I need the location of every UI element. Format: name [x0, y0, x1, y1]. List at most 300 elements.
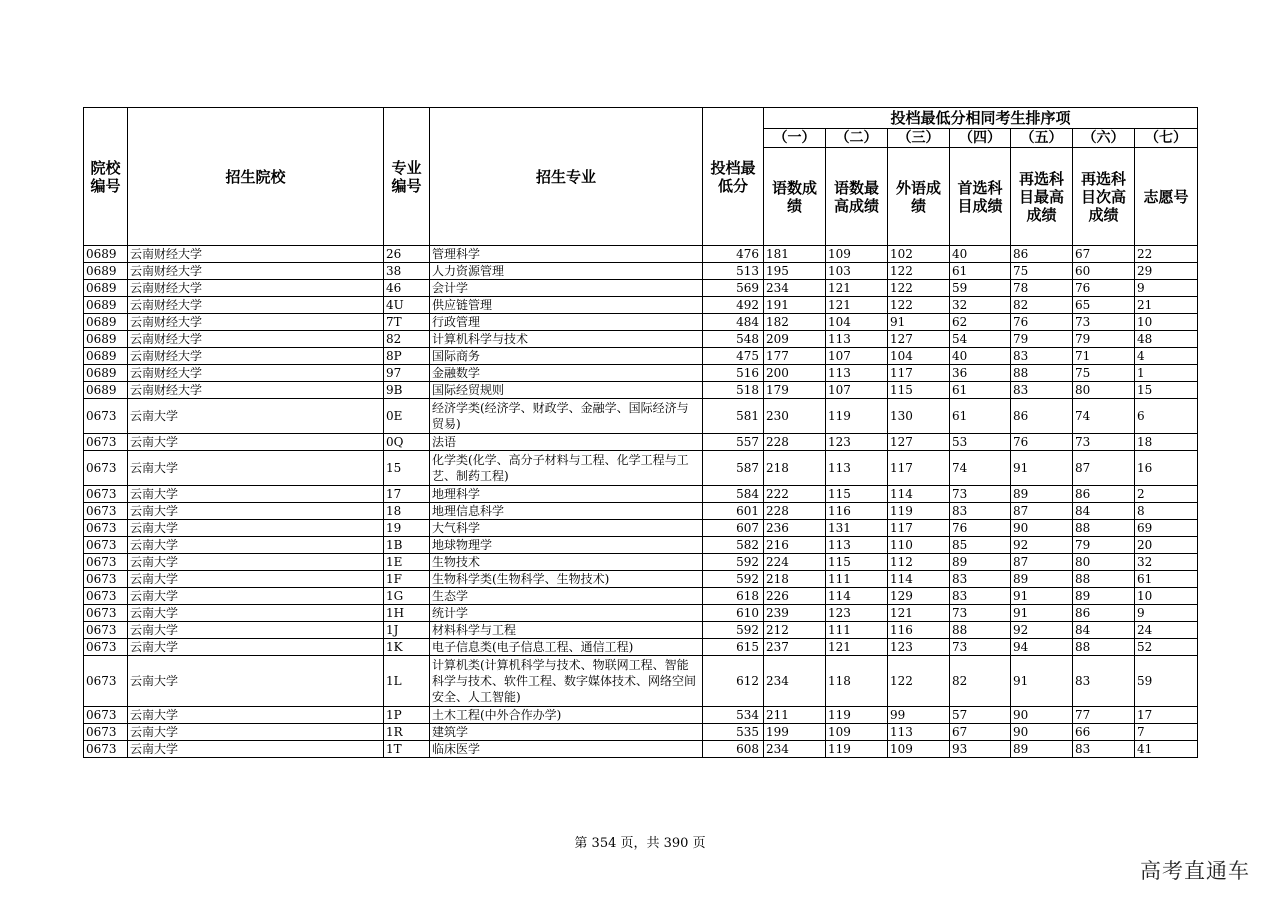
cell-rank-6: 74 — [1073, 399, 1135, 434]
cell-rank-7: 16 — [1135, 451, 1198, 486]
cell-school-code: 0689 — [84, 365, 128, 382]
cell-school-name: 云南财经大学 — [128, 365, 384, 382]
table-row — [84, 399, 1198, 434]
cell-school-code: 0673 — [84, 434, 128, 451]
cell-major-code: 4U — [384, 297, 430, 314]
table-row — [84, 365, 1198, 382]
cell-major-code: 9B — [384, 382, 430, 399]
cell-major-code: 8P — [384, 348, 430, 365]
cell-min-score: 476 — [703, 246, 764, 263]
cell-min-score: 615 — [703, 639, 764, 656]
cell-rank-3: 129 — [888, 588, 950, 605]
table-row — [84, 605, 1198, 622]
cell-rank-6: 60 — [1073, 263, 1135, 280]
cell-school-name: 云南大学 — [128, 571, 384, 588]
cell-rank-2: 113 — [826, 537, 888, 554]
cell-major-name: 计算机类(计算机科学与技术、物联网工程、智能科学与技术、软件工程、数字媒体技术、网络空间安全、人工智能) — [430, 656, 703, 707]
cell-rank-6: 88 — [1073, 571, 1135, 588]
cell-rank-3: 113 — [888, 724, 950, 741]
table-row — [84, 486, 1198, 503]
cell-rank-5: 90 — [1011, 724, 1073, 741]
cell-rank-6: 75 — [1073, 365, 1135, 382]
cell-rank-4: 59 — [950, 280, 1011, 297]
cell-rank-3: 112 — [888, 554, 950, 571]
cell-school-name: 云南财经大学 — [128, 314, 384, 331]
cell-rank-1: 181 — [764, 246, 826, 263]
cell-rank-1: 179 — [764, 382, 826, 399]
cell-rank-3: 123 — [888, 639, 950, 656]
cell-rank-1: 212 — [764, 622, 826, 639]
cell-min-score: 618 — [703, 588, 764, 605]
cell-major-name: 地理科学 — [430, 486, 703, 503]
cell-rank-3: 114 — [888, 571, 950, 588]
cell-school-name: 云南大学 — [128, 622, 384, 639]
cell-school-code: 0673 — [84, 520, 128, 537]
cell-school-code: 0673 — [84, 656, 128, 707]
cell-rank-1: 195 — [764, 263, 826, 280]
cell-major-code: 18 — [384, 503, 430, 520]
table-row — [84, 331, 1198, 348]
table-row — [84, 639, 1198, 656]
cell-school-code: 0673 — [84, 486, 128, 503]
cell-school-code: 0689 — [84, 297, 128, 314]
cell-rank-6: 84 — [1073, 503, 1135, 520]
cell-major-code: 1K — [384, 639, 430, 656]
cell-major-code: 1R — [384, 724, 430, 741]
cell-rank-4: 85 — [950, 537, 1011, 554]
table-row — [84, 724, 1198, 741]
cell-major-name: 人力资源管理 — [430, 263, 703, 280]
cell-rank-5: 91 — [1011, 656, 1073, 707]
cell-major-code: 0E — [384, 399, 430, 434]
cell-rank-2: 104 — [826, 314, 888, 331]
cell-major-name: 土木工程(中外合作办学) — [430, 707, 703, 724]
cell-rank-1: 237 — [764, 639, 826, 656]
cell-rank-5: 83 — [1011, 348, 1073, 365]
cell-school-code: 0673 — [84, 554, 128, 571]
cell-rank-3: 91 — [888, 314, 950, 331]
cell-rank-5: 94 — [1011, 639, 1073, 656]
cell-min-score: 587 — [703, 451, 764, 486]
header-idx-1: （一） — [764, 129, 826, 148]
cell-major-name: 建筑学 — [430, 724, 703, 741]
cell-major-code: 1G — [384, 588, 430, 605]
cell-school-code: 0673 — [84, 605, 128, 622]
cell-min-score: 516 — [703, 365, 764, 382]
cell-rank-1: 230 — [764, 399, 826, 434]
cell-major-name: 临床医学 — [430, 741, 703, 758]
cell-rank-6: 65 — [1073, 297, 1135, 314]
cell-rank-4: 36 — [950, 365, 1011, 382]
header-min-score: 投档最低分 — [703, 108, 764, 246]
cell-school-name: 云南大学 — [128, 486, 384, 503]
cell-rank-2: 113 — [826, 331, 888, 348]
cell-major-name: 国际商务 — [430, 348, 703, 365]
cell-rank-2: 111 — [826, 571, 888, 588]
cell-min-score: 592 — [703, 622, 764, 639]
cell-rank-7: 52 — [1135, 639, 1198, 656]
header-idx-7: （七） — [1135, 129, 1198, 148]
header-school-code: 院校编号 — [84, 108, 128, 246]
cell-school-name: 云南大学 — [128, 707, 384, 724]
cell-rank-5: 76 — [1011, 314, 1073, 331]
cell-school-code: 0673 — [84, 639, 128, 656]
cell-school-name: 云南大学 — [128, 554, 384, 571]
cell-rank-5: 83 — [1011, 382, 1073, 399]
cell-rank-4: 61 — [950, 399, 1011, 434]
cell-major-code: 1P — [384, 707, 430, 724]
cell-rank-5: 82 — [1011, 297, 1073, 314]
header-sub-4: 首选科目成绩 — [950, 148, 1011, 246]
cell-rank-4: 57 — [950, 707, 1011, 724]
cell-school-name: 云南大学 — [128, 741, 384, 758]
cell-school-name: 云南财经大学 — [128, 331, 384, 348]
cell-rank-6: 83 — [1073, 656, 1135, 707]
cell-rank-6: 77 — [1073, 707, 1135, 724]
cell-rank-4: 61 — [950, 263, 1011, 280]
cell-major-code: 19 — [384, 520, 430, 537]
cell-major-name: 供应链管理 — [430, 297, 703, 314]
header-idx-2: （二） — [826, 129, 888, 148]
cell-rank-2: 107 — [826, 348, 888, 365]
cell-major-name: 经济学类(经济学、财政学、金融学、国际经济与贸易) — [430, 399, 703, 434]
cell-rank-6: 84 — [1073, 622, 1135, 639]
admission-table — [83, 107, 1198, 758]
cell-major-name: 地球物理学 — [430, 537, 703, 554]
cell-major-code: 15 — [384, 451, 430, 486]
watermark-logo: 高考直通车 — [1140, 859, 1250, 883]
cell-school-name: 云南大学 — [128, 605, 384, 622]
cell-rank-4: 74 — [950, 451, 1011, 486]
cell-rank-5: 86 — [1011, 399, 1073, 434]
cell-school-code: 0673 — [84, 707, 128, 724]
cell-rank-1: 200 — [764, 365, 826, 382]
cell-major-code: 26 — [384, 246, 430, 263]
cell-rank-5: 92 — [1011, 537, 1073, 554]
cell-rank-5: 87 — [1011, 554, 1073, 571]
cell-rank-3: 115 — [888, 382, 950, 399]
cell-rank-2: 123 — [826, 605, 888, 622]
cell-major-name: 计算机科学与技术 — [430, 331, 703, 348]
cell-rank-3: 122 — [888, 297, 950, 314]
cell-rank-2: 111 — [826, 622, 888, 639]
cell-rank-1: 234 — [764, 741, 826, 758]
cell-school-code: 0689 — [84, 246, 128, 263]
cell-school-code: 0689 — [84, 314, 128, 331]
cell-rank-4: 73 — [950, 605, 1011, 622]
cell-rank-3: 122 — [888, 280, 950, 297]
cell-major-name: 行政管理 — [430, 314, 703, 331]
table-row — [84, 622, 1198, 639]
cell-major-code: 97 — [384, 365, 430, 382]
cell-major-name: 国际经贸规则 — [430, 382, 703, 399]
cell-min-score: 610 — [703, 605, 764, 622]
cell-min-score: 582 — [703, 537, 764, 554]
cell-rank-6: 73 — [1073, 434, 1135, 451]
cell-major-code: 1T — [384, 741, 430, 758]
cell-school-name: 云南财经大学 — [128, 246, 384, 263]
table-header — [84, 108, 1198, 246]
cell-rank-4: 54 — [950, 331, 1011, 348]
cell-rank-5: 79 — [1011, 331, 1073, 348]
header-sub-7: 志愿号 — [1135, 148, 1198, 246]
cell-rank-3: 99 — [888, 707, 950, 724]
cell-rank-4: 82 — [950, 656, 1011, 707]
table-row — [84, 503, 1198, 520]
cell-rank-1: 211 — [764, 707, 826, 724]
cell-min-score: 612 — [703, 656, 764, 707]
cell-rank-6: 73 — [1073, 314, 1135, 331]
table-row — [84, 707, 1198, 724]
cell-rank-7: 4 — [1135, 348, 1198, 365]
cell-rank-5: 87 — [1011, 503, 1073, 520]
cell-rank-3: 109 — [888, 741, 950, 758]
header-major-code: 专业编号 — [384, 108, 430, 246]
cell-min-score: 608 — [703, 741, 764, 758]
cell-rank-4: 67 — [950, 724, 1011, 741]
header-sub-1: 语数成绩 — [764, 148, 826, 246]
cell-rank-1: 218 — [764, 571, 826, 588]
table-row — [84, 537, 1198, 554]
cell-rank-4: 83 — [950, 571, 1011, 588]
cell-rank-7: 2 — [1135, 486, 1198, 503]
cell-school-code: 0689 — [84, 263, 128, 280]
cell-rank-7: 8 — [1135, 503, 1198, 520]
cell-rank-6: 89 — [1073, 588, 1135, 605]
cell-min-score: 518 — [703, 382, 764, 399]
cell-rank-5: 91 — [1011, 451, 1073, 486]
cell-school-name: 云南大学 — [128, 656, 384, 707]
table-row — [84, 656, 1198, 707]
cell-rank-5: 86 — [1011, 246, 1073, 263]
cell-rank-7: 10 — [1135, 314, 1198, 331]
cell-rank-3: 119 — [888, 503, 950, 520]
cell-rank-2: 121 — [826, 280, 888, 297]
cell-school-code: 0673 — [84, 399, 128, 434]
cell-rank-3: 127 — [888, 434, 950, 451]
cell-school-code: 0673 — [84, 451, 128, 486]
cell-rank-1: 234 — [764, 280, 826, 297]
cell-rank-2: 113 — [826, 451, 888, 486]
cell-rank-4: 40 — [950, 246, 1011, 263]
cell-rank-3: 114 — [888, 486, 950, 503]
cell-rank-1: 177 — [764, 348, 826, 365]
cell-min-score: 581 — [703, 399, 764, 434]
cell-rank-1: 234 — [764, 656, 826, 707]
cell-min-score: 475 — [703, 348, 764, 365]
cell-major-code: 82 — [384, 331, 430, 348]
cell-rank-6: 67 — [1073, 246, 1135, 263]
cell-rank-6: 86 — [1073, 605, 1135, 622]
cell-rank-7: 9 — [1135, 280, 1198, 297]
header-sub-2: 语数最高成绩 — [826, 148, 888, 246]
cell-school-code: 0689 — [84, 382, 128, 399]
cell-rank-3: 102 — [888, 246, 950, 263]
cell-min-score: 548 — [703, 331, 764, 348]
cell-rank-2: 121 — [826, 639, 888, 656]
cell-rank-1: 216 — [764, 537, 826, 554]
cell-school-code: 0689 — [84, 348, 128, 365]
cell-rank-1: 236 — [764, 520, 826, 537]
cell-rank-2: 123 — [826, 434, 888, 451]
cell-rank-7: 6 — [1135, 399, 1198, 434]
cell-rank-7: 29 — [1135, 263, 1198, 280]
cell-school-name: 云南大学 — [128, 588, 384, 605]
cell-rank-2: 114 — [826, 588, 888, 605]
cell-major-code: 1L — [384, 656, 430, 707]
cell-rank-7: 59 — [1135, 656, 1198, 707]
cell-rank-2: 115 — [826, 554, 888, 571]
cell-rank-4: 40 — [950, 348, 1011, 365]
cell-rank-4: 89 — [950, 554, 1011, 571]
cell-rank-2: 113 — [826, 365, 888, 382]
cell-major-name: 会计学 — [430, 280, 703, 297]
header-sub-3: 外语成绩 — [888, 148, 950, 246]
cell-rank-5: 88 — [1011, 365, 1073, 382]
cell-rank-2: 115 — [826, 486, 888, 503]
cell-rank-6: 83 — [1073, 741, 1135, 758]
table-row — [84, 588, 1198, 605]
cell-rank-4: 61 — [950, 382, 1011, 399]
cell-min-score: 601 — [703, 503, 764, 520]
cell-school-name: 云南大学 — [128, 724, 384, 741]
table-row — [84, 741, 1198, 758]
cell-major-code: 7T — [384, 314, 430, 331]
cell-school-name: 云南财经大学 — [128, 280, 384, 297]
cell-major-name: 材料科学与工程 — [430, 622, 703, 639]
cell-rank-7: 15 — [1135, 382, 1198, 399]
cell-rank-3: 121 — [888, 605, 950, 622]
cell-rank-6: 80 — [1073, 554, 1135, 571]
cell-rank-2: 119 — [826, 741, 888, 758]
cell-rank-4: 93 — [950, 741, 1011, 758]
cell-rank-6: 79 — [1073, 331, 1135, 348]
cell-min-score: 535 — [703, 724, 764, 741]
cell-school-name: 云南大学 — [128, 639, 384, 656]
cell-school-name: 云南财经大学 — [128, 382, 384, 399]
cell-rank-7: 18 — [1135, 434, 1198, 451]
cell-rank-3: 117 — [888, 365, 950, 382]
cell-rank-3: 127 — [888, 331, 950, 348]
cell-rank-7: 61 — [1135, 571, 1198, 588]
cell-major-name: 地理信息科学 — [430, 503, 703, 520]
cell-rank-3: 130 — [888, 399, 950, 434]
table-row — [84, 571, 1198, 588]
cell-rank-6: 88 — [1073, 520, 1135, 537]
cell-school-name: 云南大学 — [128, 399, 384, 434]
cell-school-code: 0673 — [84, 622, 128, 639]
cell-major-name: 生物科学类(生物科学、生物技术) — [430, 571, 703, 588]
cell-min-score: 492 — [703, 297, 764, 314]
cell-major-code: 1E — [384, 554, 430, 571]
cell-school-code: 0673 — [84, 741, 128, 758]
cell-rank-7: 1 — [1135, 365, 1198, 382]
cell-rank-2: 131 — [826, 520, 888, 537]
cell-major-name: 统计学 — [430, 605, 703, 622]
cell-rank-7: 21 — [1135, 297, 1198, 314]
cell-min-score: 569 — [703, 280, 764, 297]
cell-rank-3: 122 — [888, 263, 950, 280]
cell-rank-1: 222 — [764, 486, 826, 503]
cell-min-score: 584 — [703, 486, 764, 503]
cell-rank-1: 226 — [764, 588, 826, 605]
table-row — [84, 520, 1198, 537]
cell-major-name: 电子信息类(电子信息工程、通信工程) — [430, 639, 703, 656]
cell-rank-1: 224 — [764, 554, 826, 571]
cell-rank-5: 92 — [1011, 622, 1073, 639]
cell-rank-4: 62 — [950, 314, 1011, 331]
cell-min-score: 484 — [703, 314, 764, 331]
cell-rank-3: 110 — [888, 537, 950, 554]
cell-min-score: 513 — [703, 263, 764, 280]
table-row — [84, 280, 1198, 297]
cell-school-code: 0673 — [84, 503, 128, 520]
cell-school-code: 0673 — [84, 724, 128, 741]
cell-school-code: 0673 — [84, 537, 128, 554]
table-row — [84, 246, 1198, 263]
header-sub-5: 再选科目最高成绩 — [1011, 148, 1073, 246]
cell-min-score: 557 — [703, 434, 764, 451]
cell-rank-1: 228 — [764, 434, 826, 451]
cell-major-code: 38 — [384, 263, 430, 280]
cell-major-name: 大气科学 — [430, 520, 703, 537]
cell-rank-5: 76 — [1011, 434, 1073, 451]
cell-rank-4: 32 — [950, 297, 1011, 314]
cell-school-name: 云南大学 — [128, 537, 384, 554]
cell-rank-3: 122 — [888, 656, 950, 707]
cell-school-name: 云南财经大学 — [128, 297, 384, 314]
cell-school-name: 云南大学 — [128, 451, 384, 486]
cell-rank-1: 182 — [764, 314, 826, 331]
cell-rank-5: 91 — [1011, 588, 1073, 605]
cell-major-name: 法语 — [430, 434, 703, 451]
cell-rank-2: 116 — [826, 503, 888, 520]
table-body — [84, 246, 1198, 758]
cell-rank-2: 109 — [826, 724, 888, 741]
table-row — [84, 297, 1198, 314]
cell-rank-4: 83 — [950, 503, 1011, 520]
cell-major-code: 17 — [384, 486, 430, 503]
header-idx-5: （五） — [1011, 129, 1073, 148]
cell-major-code: 0Q — [384, 434, 430, 451]
cell-major-code: 1F — [384, 571, 430, 588]
cell-rank-6: 71 — [1073, 348, 1135, 365]
cell-rank-3: 117 — [888, 451, 950, 486]
cell-rank-1: 191 — [764, 297, 826, 314]
cell-rank-6: 87 — [1073, 451, 1135, 486]
cell-rank-3: 117 — [888, 520, 950, 537]
cell-rank-4: 83 — [950, 588, 1011, 605]
cell-min-score: 534 — [703, 707, 764, 724]
cell-school-name: 云南大学 — [128, 434, 384, 451]
cell-rank-7: 9 — [1135, 605, 1198, 622]
cell-rank-7: 17 — [1135, 707, 1198, 724]
cell-rank-2: 109 — [826, 246, 888, 263]
cell-rank-2: 119 — [826, 707, 888, 724]
cell-rank-5: 90 — [1011, 707, 1073, 724]
header-idx-6: （六） — [1073, 129, 1135, 148]
table-row — [84, 451, 1198, 486]
cell-major-name: 生态学 — [430, 588, 703, 605]
cell-rank-7: 20 — [1135, 537, 1198, 554]
cell-min-score: 592 — [703, 571, 764, 588]
cell-rank-6: 88 — [1073, 639, 1135, 656]
cell-rank-4: 73 — [950, 486, 1011, 503]
cell-rank-7: 24 — [1135, 622, 1198, 639]
cell-school-code: 0689 — [84, 280, 128, 297]
cell-rank-2: 119 — [826, 399, 888, 434]
table-row — [84, 314, 1198, 331]
